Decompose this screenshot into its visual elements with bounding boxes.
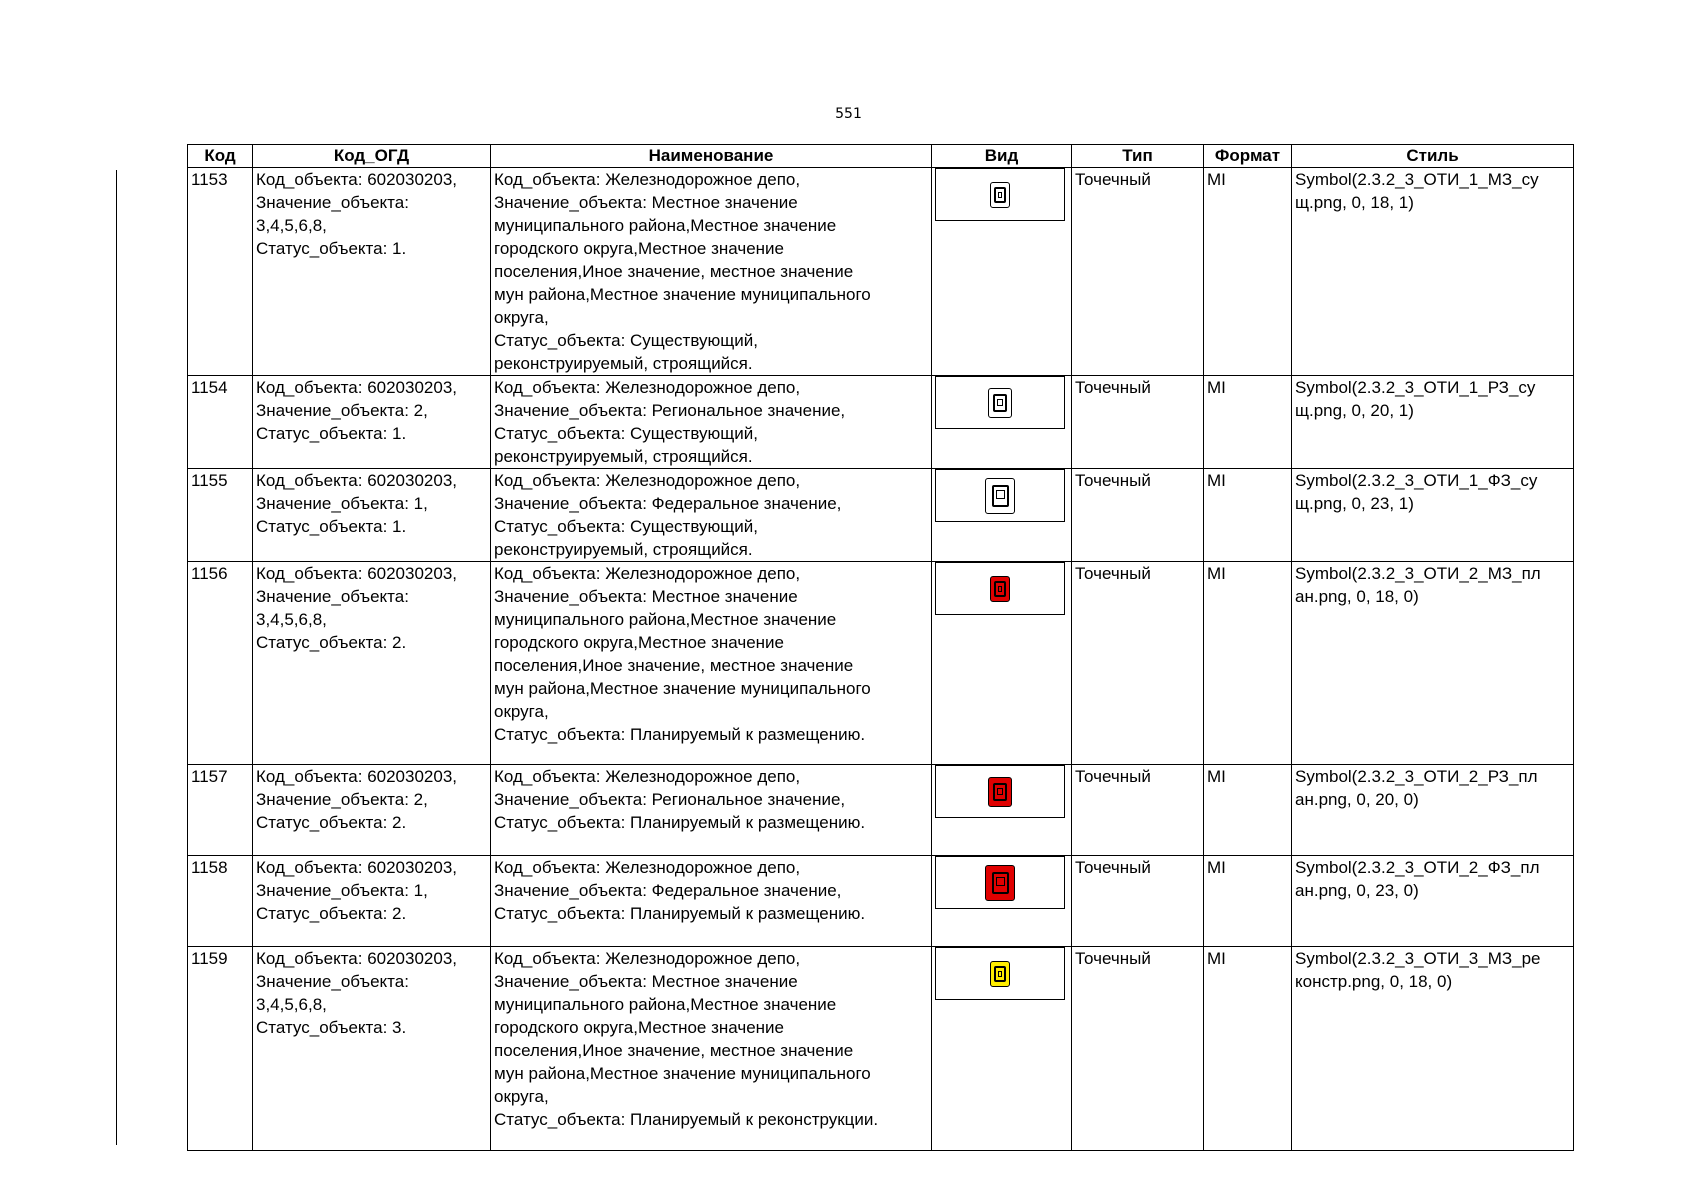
row-style: Symbol(2.3.2_3_ОТИ_1_РЗ_су щ.png, 0, 20, 1) [1292,376,1574,469]
row-ogd-code: Код_объекта: 602030203, Значение_объекта: 3,4,5,6,8, Статус_объекта: 2. [253,562,491,765]
row-vid [932,562,1072,765]
row-ogd-code: Код_объекта: 602030203, Значение_объекта: 1, Статус_объекта: 1. [253,469,491,562]
row-ogd-code: Код_объекта: 602030203, Значение_объекта: 1, Статус_объекта: 2. [253,856,491,947]
row-format: MI [1204,168,1292,376]
icon-frame [935,765,1065,818]
row-ogd-code: Код_объекта: 602030203, Значение_объекта: 3,4,5,6,8, Статус_объекта: 3. [253,947,491,1151]
row-style: Symbol(2.3.2_3_ОТИ_2_ФЗ_пл ан.png, 0, 23, 0) [1292,856,1574,947]
row-ogd-code: Код_объекта: 602030203, Значение_объекта: 2, Статус_объекта: 1. [253,376,491,469]
railway-depot-planned-local-icon [990,576,1010,602]
header-kod-ogd: Код_ОГД [253,145,491,168]
header-name: Наименование [491,145,932,168]
row-format: MI [1204,469,1292,562]
row-code: 1157 [188,765,253,856]
row-name: Код_объекта: Железнодорожное депо, Значение_объекта: Местное значение муниципального района,Местное значение городского округа,Местное значение поселения,Иное значение, местное значение мун района,Местное значение муниципального округа, Статус_объекта: Планируемый к размещению. [491,562,932,765]
row-name: Код_объекта: Железнодорожное депо, Значение_объекта: Местное значение муниципального района,Местное значение городского округа,Местное значение поселения,Иное значение, местное значение мун района,Местное значение муниципального округа, Статус_объекта: Планируемый к реконструкции. [491,947,932,1151]
row-style: Symbol(2.3.2_3_ОТИ_3_МЗ_ре констр.png, 0, 18, 0) [1292,947,1574,1151]
header-vid: Вид [932,145,1072,168]
row-format: MI [1204,562,1292,765]
row-vid [932,856,1072,947]
row-code: 1155 [188,469,253,562]
table-row [188,947,1574,1151]
row-code: 1158 [188,856,253,947]
row-vid [932,469,1072,562]
row-type: Точечный [1072,168,1204,376]
row-format: MI [1204,947,1292,1151]
header-style: Стиль [1292,145,1574,168]
row-format: MI [1204,376,1292,469]
row-name: Код_объекта: Железнодорожное депо, Значение_объекта: Региональное значение, Статус_объекта: Планируемый к размещению. [491,765,932,856]
row-code: 1153 [188,168,253,376]
icon-frame [935,947,1065,1000]
row-type: Точечный [1072,856,1204,947]
header-tip: Тип [1072,145,1204,168]
row-name: Код_объекта: Железнодорожное депо, Значение_объекта: Региональное значение, Статус_объекта: Существующий, реконструируемый, строящийся. [491,376,932,469]
table-row [188,562,1574,765]
table-row [188,765,1574,856]
row-style: Symbol(2.3.2_3_ОТИ_2_РЗ_пл ан.png, 0, 20, 0) [1292,765,1574,856]
row-name: Код_объекта: Железнодорожное депо, Значение_объекта: Федеральное значение, Статус_объекта: Существующий, реконструируемый, строящийся. [491,469,932,562]
row-style: Symbol(2.3.2_3_ОТИ_1_ФЗ_су щ.png, 0, 23, 1) [1292,469,1574,562]
page-number: 551 [835,106,862,122]
symbol-table [187,144,1574,1151]
table-row [188,376,1574,469]
row-code: 1154 [188,376,253,469]
railway-depot-existing-local-icon [990,182,1010,208]
table-row [188,469,1574,562]
row-style: Symbol(2.3.2_3_ОТИ_2_МЗ_пл ан.png, 0, 18, 0) [1292,562,1574,765]
icon-frame [935,562,1065,615]
row-vid [932,765,1072,856]
icon-frame [935,856,1065,909]
row-vid [932,168,1072,376]
railway-depot-existing-regional-icon [988,388,1012,418]
header-kod: Код [188,145,253,168]
row-code: 1159 [188,947,253,1151]
row-format: MI [1204,765,1292,856]
row-type: Точечный [1072,765,1204,856]
row-code: 1156 [188,562,253,765]
margin-line [116,170,117,1145]
header-format: Формат [1204,145,1292,168]
row-format: MI [1204,856,1292,947]
row-type: Точечный [1072,947,1204,1151]
row-style: Symbol(2.3.2_3_ОТИ_1_МЗ_су щ.png, 0, 18, 1) [1292,168,1574,376]
row-type: Точечный [1072,469,1204,562]
icon-frame [935,168,1065,221]
row-ogd-code: Код_объекта: 602030203, Значение_объекта: 2, Статус_объекта: 2. [253,765,491,856]
table-row [188,856,1574,947]
railway-depot-planned-federal-icon [985,865,1015,901]
row-vid [932,376,1072,469]
row-type: Точечный [1072,376,1204,469]
table-row [188,168,1574,376]
row-name: Код_объекта: Железнодорожное депо, Значение_объекта: Федеральное значение, Статус_объекта: Планируемый к размещению. [491,856,932,947]
row-name: Код_объекта: Железнодорожное депо, Значение_объекта: Местное значение муниципального района,Местное значение городского округа,Местное значение поселения,Иное значение, местное значение мун района,Местное значение муниципального округа, Статус_объекта: Существующий, реконструируемый, строящийся. [491,168,932,376]
icon-frame [935,469,1065,522]
row-type: Точечный [1072,562,1204,765]
table-header-row [188,145,1574,168]
railway-depot-existing-federal-icon [985,478,1015,514]
icon-frame [935,376,1065,429]
row-ogd-code: Код_объекта: 602030203, Значение_объекта: 3,4,5,6,8, Статус_объекта: 1. [253,168,491,376]
railway-depot-planned-regional-icon [988,777,1012,807]
row-vid [932,947,1072,1151]
railway-depot-reconstruction-local-icon [990,961,1010,987]
